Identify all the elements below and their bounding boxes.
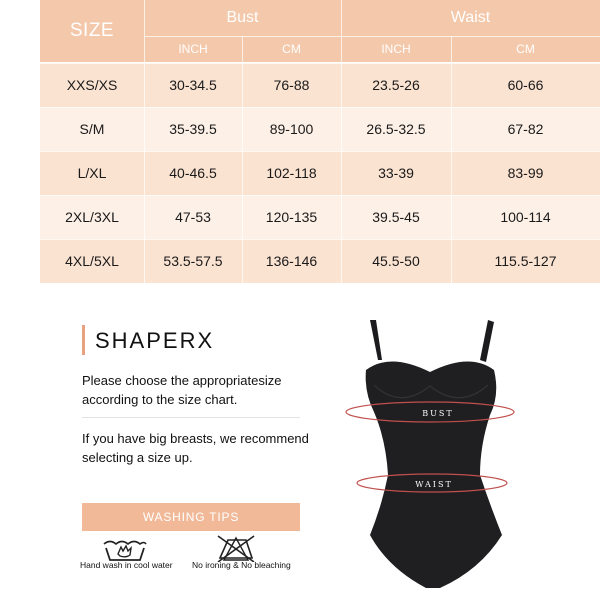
column-divider [242, 239, 243, 283]
table-cell-size: 2XL/3XL [65, 209, 119, 225]
table-cell-size: 4XL/5XL [65, 253, 119, 269]
table-cell-waist-inch: 45.5-50 [372, 253, 420, 269]
row-divider [40, 195, 600, 196]
header-divider [451, 36, 452, 62]
no-iron-label: No ironing & No bleaching [192, 560, 291, 570]
left-strap [370, 320, 382, 360]
column-divider [341, 151, 342, 195]
size-header: SIZE [69, 20, 115, 41]
big-breast-tip-text: If you have big breasts, we recommend selecting a size up. [82, 431, 309, 465]
table-cell-waist-inch: 23.5-26 [372, 77, 420, 93]
column-divider [451, 63, 452, 107]
table-cell-bust-inch: 30-34.5 [169, 77, 217, 93]
table-cell-waist-cm: 83-99 [507, 165, 544, 181]
row-divider [40, 151, 600, 152]
column-divider [242, 63, 243, 107]
row-divider [40, 107, 600, 108]
brand-accent-bar [82, 325, 85, 355]
size-chart-table [40, 0, 600, 284]
table-row [40, 195, 600, 239]
bust-inch-header: INCH [178, 42, 208, 56]
table-row [40, 151, 600, 195]
row-divider [40, 239, 600, 240]
header-divider [242, 36, 243, 62]
waist-cm-header: CM [516, 42, 535, 56]
table-cell-bust-cm: 102-118 [266, 165, 317, 181]
table-cell-bust-cm: 136-146 [265, 253, 318, 269]
table-row [40, 63, 600, 107]
header-divider [144, 0, 145, 62]
table-cell-bust-cm: 120-135 [265, 209, 318, 225]
column-divider [451, 151, 452, 195]
column-divider [144, 63, 145, 107]
column-divider [341, 107, 342, 151]
table-cell-waist-cm: 60-66 [507, 77, 544, 93]
bust-label: BUST [422, 409, 454, 418]
header-divider [341, 0, 342, 62]
column-divider [451, 107, 452, 151]
table-cell-bust-inch: 40-46.5 [169, 165, 217, 181]
table-header [40, 0, 600, 62]
column-divider [242, 195, 243, 239]
table-cell-waist-cm: 100-114 [500, 209, 551, 225]
row-divider [40, 63, 600, 64]
column-divider [341, 195, 342, 239]
no-iron-no-bleach-icon [214, 534, 258, 562]
table-cell-size: L/XL [77, 165, 107, 181]
table-cell-size: S/M [79, 121, 105, 137]
waist-inch-header: INCH [381, 42, 411, 56]
bodysuit-figure [330, 300, 600, 600]
table-cell-waist-inch: 39.5-45 [372, 209, 420, 225]
column-divider [341, 63, 342, 107]
table-cell-size: XXS/XS [66, 77, 118, 93]
table-cell-bust-inch: 35-39.5 [169, 121, 217, 137]
table-cell-waist-cm: 115.5-127 [494, 253, 557, 269]
hand-wash-label: Hand wash in cool water [80, 560, 173, 570]
column-divider [242, 151, 243, 195]
table-cell-bust-inch: 53.5-57.5 [163, 253, 223, 269]
column-divider [451, 195, 452, 239]
brand-logo: SHAPERX [95, 328, 215, 353]
bust-cm-header: CM [282, 42, 301, 56]
hand-wash-icon [100, 538, 150, 562]
waist-label: WAIST [415, 480, 453, 489]
washing-tips-title: WASHING TIPS [82, 503, 300, 531]
table-row [40, 239, 600, 283]
bodysuit [366, 361, 502, 588]
size-tip-text: Please choose the appropriatesize according to the size chart. [82, 373, 282, 407]
table-cell-waist-cm: 67-82 [507, 121, 544, 137]
bust-header: Bust [226, 9, 259, 26]
column-divider [451, 239, 452, 283]
column-divider [144, 107, 145, 151]
table-cell-bust-cm: 76-88 [273, 77, 310, 93]
waist-header: Waist [450, 9, 491, 26]
divider [82, 417, 300, 418]
column-divider [144, 195, 145, 239]
column-divider [242, 107, 243, 151]
table-cell-waist-inch: 33-39 [378, 165, 414, 181]
column-divider [144, 151, 145, 195]
header-divider [144, 36, 600, 37]
table-cell-waist-inch: 26.5-32.5 [366, 121, 426, 137]
right-strap [480, 320, 494, 362]
column-divider [341, 239, 342, 283]
column-divider [144, 239, 145, 283]
table-cell-bust-inch: 47-53 [175, 209, 211, 225]
table-row [40, 107, 600, 151]
table-cell-bust-cm: 89-100 [269, 121, 314, 137]
